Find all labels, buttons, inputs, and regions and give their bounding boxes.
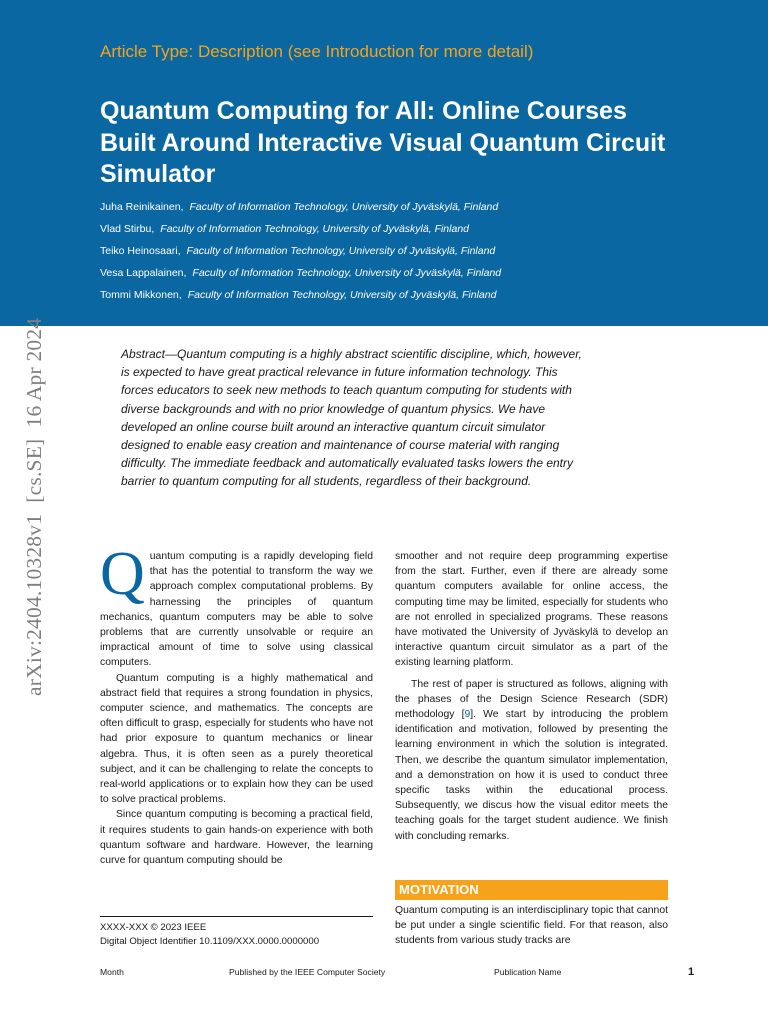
footer-month: Month: [100, 967, 124, 977]
author-affiliation: Faculty of Information Technology, University of Jyväskylä, Finland: [189, 201, 499, 213]
body-paragraph: smoother and not require deep programming expertise from the start. Further, even if there are already some quantum computers available for online access, the computing time may be limited, especially for students who are not enrolled in specialized programs. These reasons have motivated the University of Jyväskylä to develop an interactive quantum circuit simulator as a part of the existing learning platform.: [395, 551, 668, 669]
author-entry: [100, 265, 740, 287]
body-paragraph: Quantum computing is an interdisciplinary topic that cannot be put under a single scientific field. For that reason, also students from various study tracks are: [395, 905, 668, 947]
author-entry: [100, 199, 740, 221]
author-affiliation: Faculty of Information Technology, University of Jyväskylä, Finland: [192, 267, 502, 279]
author-name: Teiko Heinosaari,: [100, 245, 181, 257]
author-name: Vesa Lappalainen,: [100, 267, 187, 279]
copyright-notice: XXXX-XXX © 2023 IEEE: [100, 922, 207, 933]
section-heading: MOTIVATION: [395, 880, 668, 900]
intro-paragraph: Quantum computing is a highly mathematical and abstract field that requires a strong foundation in physics, computer science, and mathematics. The concepts are often difficult to grasp, especially for students who have not had prior exposure to quantum mechanics or linear algebra. Thus, it is often seen as a purely theoretical subject, and it can be challenging to relate the concepts to real-world applications or to explain how they can be used to solve practical problems.: [100, 672, 373, 806]
doi-line: Digital Object Identifier 10.1109/XXX.0000.0000000: [100, 935, 320, 947]
author-name: Juha Reinikainen,: [100, 201, 184, 213]
article-type: Article Type: Description (see Introduction for more detail): [100, 42, 534, 61]
footer-publisher: Published by the IEEE Computer Society: [229, 967, 386, 977]
footnote-divider: [100, 916, 373, 917]
paper-title: Quantum Computing for All: Online Courses Built Around Interactive Visual Quantum Circuit Simulator: [100, 97, 666, 188]
author-entry: [100, 287, 740, 309]
author-affiliation: Faculty of Information Technology, University of Jyväskylä, Finland: [186, 245, 496, 257]
author-name: Vlad Stirbu,: [100, 223, 155, 235]
right-column: [395, 549, 668, 844]
body-paragraph: The rest of paper is structured as follows, aligning with the phases of the Design Science Research (SDR) methodology [9]. We start by introducing the problem identification and motivation, followed by presenting the learning environment in which the solution is integrated. Then, we describe the quantum simulator implementation, and a demonstration on how it is used to conduct three specific tasks within the educational process. Subsequently, we discus how the visual editor meets the teaching goals for the target student audience. We finish with concluding remarks.: [395, 678, 668, 842]
drop-cap: Q: [100, 540, 145, 608]
footer-publication-name: Publication Name: [494, 967, 562, 977]
arxiv-identifier: arXiv:2404.10328v1 [cs.SE] 16 Apr 2024: [22, 317, 46, 696]
author-affiliation: Faculty of Information Technology, University of Jyväskylä, Finland: [160, 223, 470, 235]
footnote: [100, 921, 319, 948]
abstract: Abstract—Quantum computing is a highly abstract scientific discipline, which, however, is expected to have great practical relevance in future information technology. This forces educators to seek new methods to teach quantum computing for students with diverse backgrounds and with no prior knowledge of quantum physics. We have developed an online course built around an interactive quantum circuit simulator designed to enable easy creation and maintenance of course material with ranging difficulty. The immediate feedback and automatically evaluated tasks lowers the entry barrier to quantum computing for all students, regardless of their background.: [121, 347, 582, 489]
intro-paragraph: Quantum computing is a rapidly developing field that has the potential to transform the way we approach complex computational problems. By harnessing the principles of quantum mechanics, quantum computers may be able to solve problems that are currently unsolvable or require an impractical amount of time to solve using classical computers.: [100, 540, 373, 669]
motivation-column: [395, 903, 668, 949]
left-column: [100, 540, 373, 868]
header-banner: [0, 0, 768, 326]
author-affiliation: Faculty of Information Technology, University of Jyväskylä, Finland: [187, 289, 497, 301]
intro-paragraph: Since quantum computing is becoming a practical field, it requires students to gain hands-on experience with both quantum software and hardware. However, the learning curve for quantum computing should be: [100, 809, 373, 867]
citation-link[interactable]: 9: [464, 709, 471, 721]
author-entry: [100, 221, 740, 243]
page-number: 1: [688, 966, 695, 978]
author-name: Tommi Mikkonen,: [100, 289, 182, 301]
author-entry: [100, 243, 740, 265]
author-list: [100, 199, 740, 309]
